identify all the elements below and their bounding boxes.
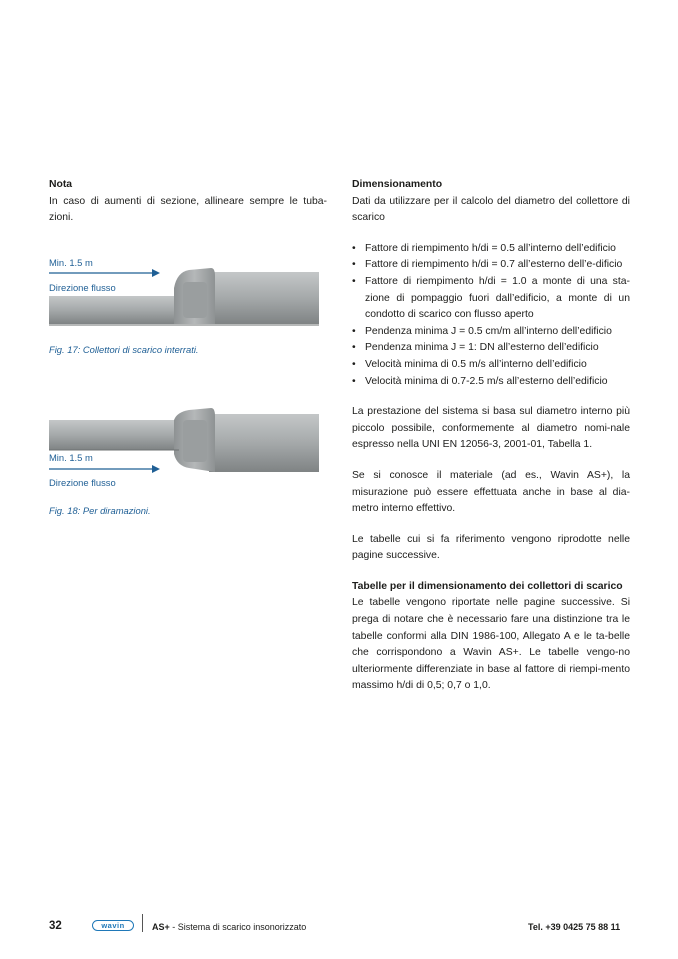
large-pipe xyxy=(209,272,319,324)
dimensionamento-intro: Dati da utilizzare per il calcolo del diametro del collettore di scarico xyxy=(352,195,630,224)
tables-text: Le tabelle vengono riportate nelle pagine successive. Si prega di notare che è necessario fare una distinzione tra le tabelle conformi alla DIN 1986-100, Allegato A e le ta-belle che corrispondono a Wavin AS+. Le tabelle vengo-no ulteriormente differenziate in base al fattore di riempi-mento massimo h/di di 0,5; 0,7 o 1,0. xyxy=(352,597,630,692)
small-pipe xyxy=(49,296,179,324)
footer-divider xyxy=(142,914,143,932)
footer-title xyxy=(152,919,306,936)
requirements-list xyxy=(352,241,630,390)
tables-title: Tabelle per il dimensionamento dei collettori di scarico xyxy=(352,580,623,592)
footer-subtitle: - Sistema di scarico insonorizzato xyxy=(169,922,307,932)
list-item: • Fattore di riempimento h/di = 0.7 all’esterno dell’e-dificio xyxy=(352,257,630,274)
socket-ring xyxy=(183,282,207,318)
list-item: • Velocità minima di 0.5 m/s all’interno dell’edificio xyxy=(352,357,630,374)
paragraph-system-performance: La prestazione del sistema si basa sul diametro interno più piccolo possibile, conformemente al diametro nomi-nale espresso nella UNI EN 12056-3, 2001-01, Tabella 1. xyxy=(352,406,630,451)
list-item: • Pendenza minima J = 1: DN all’esterno dell’edificio xyxy=(352,340,630,357)
small-pipe xyxy=(49,420,179,450)
list-item: • Fattore di riempimento h/di = 1.0 a monte di una sta-zione di pompaggio fuori dall’edificio, a monte di un condotto di scarico con flusso aperto xyxy=(352,274,630,324)
page-number: 32 xyxy=(49,920,62,932)
nota-text: In caso di aumenti di sezione, allineare sempre le tuba-zioni. xyxy=(49,195,327,224)
fig17-flow-arrow xyxy=(49,268,161,278)
fig17-min-label: Min. 1.5 m xyxy=(49,257,93,268)
paragraph-material: Se si conosce il materiale (ad es., Wavin AS+), la misurazione può essere effettuata anche in base al dia-metro interno effettivo. xyxy=(352,469,630,515)
list-item: • Pendenza minima J = 0.5 cm/m all’interno dell’edificio xyxy=(352,324,630,341)
fig18-flow-label: Direzione flusso xyxy=(49,477,116,488)
dimensionamento-title: Dimensionamento xyxy=(352,179,443,190)
wavin-logo: wavin xyxy=(92,920,134,931)
fig17-caption: Fig. 17: Collettori di scarico interrati. xyxy=(49,344,199,355)
fig18-caption: Fig. 18: Per diramazioni. xyxy=(49,505,151,516)
right-column xyxy=(352,177,630,695)
fig18-flow-arrow xyxy=(49,464,161,474)
nota-title: Nota xyxy=(49,179,73,190)
socket-ring xyxy=(183,420,207,462)
list-item: • Velocità minima di 0.7-2.5 m/s all’esterno dell’edificio xyxy=(352,374,630,391)
fig18-min-label: Min. 1.5 m xyxy=(49,452,93,463)
fig17-flow-label: Direzione flusso xyxy=(49,282,116,293)
footer-phone: Tel. +39 0425 75 88 11 xyxy=(528,922,621,932)
large-pipe xyxy=(209,414,319,472)
paragraph-tables-reference: Le tabelle cui si fa riferimento vengono riprodotte nelle pagine successive. xyxy=(352,533,630,562)
left-column xyxy=(49,177,327,227)
list-item: • Fattore di riempimento h/di = 0.5 all’interno dell’edificio xyxy=(352,241,630,258)
footer-product: AS+ xyxy=(152,922,170,932)
